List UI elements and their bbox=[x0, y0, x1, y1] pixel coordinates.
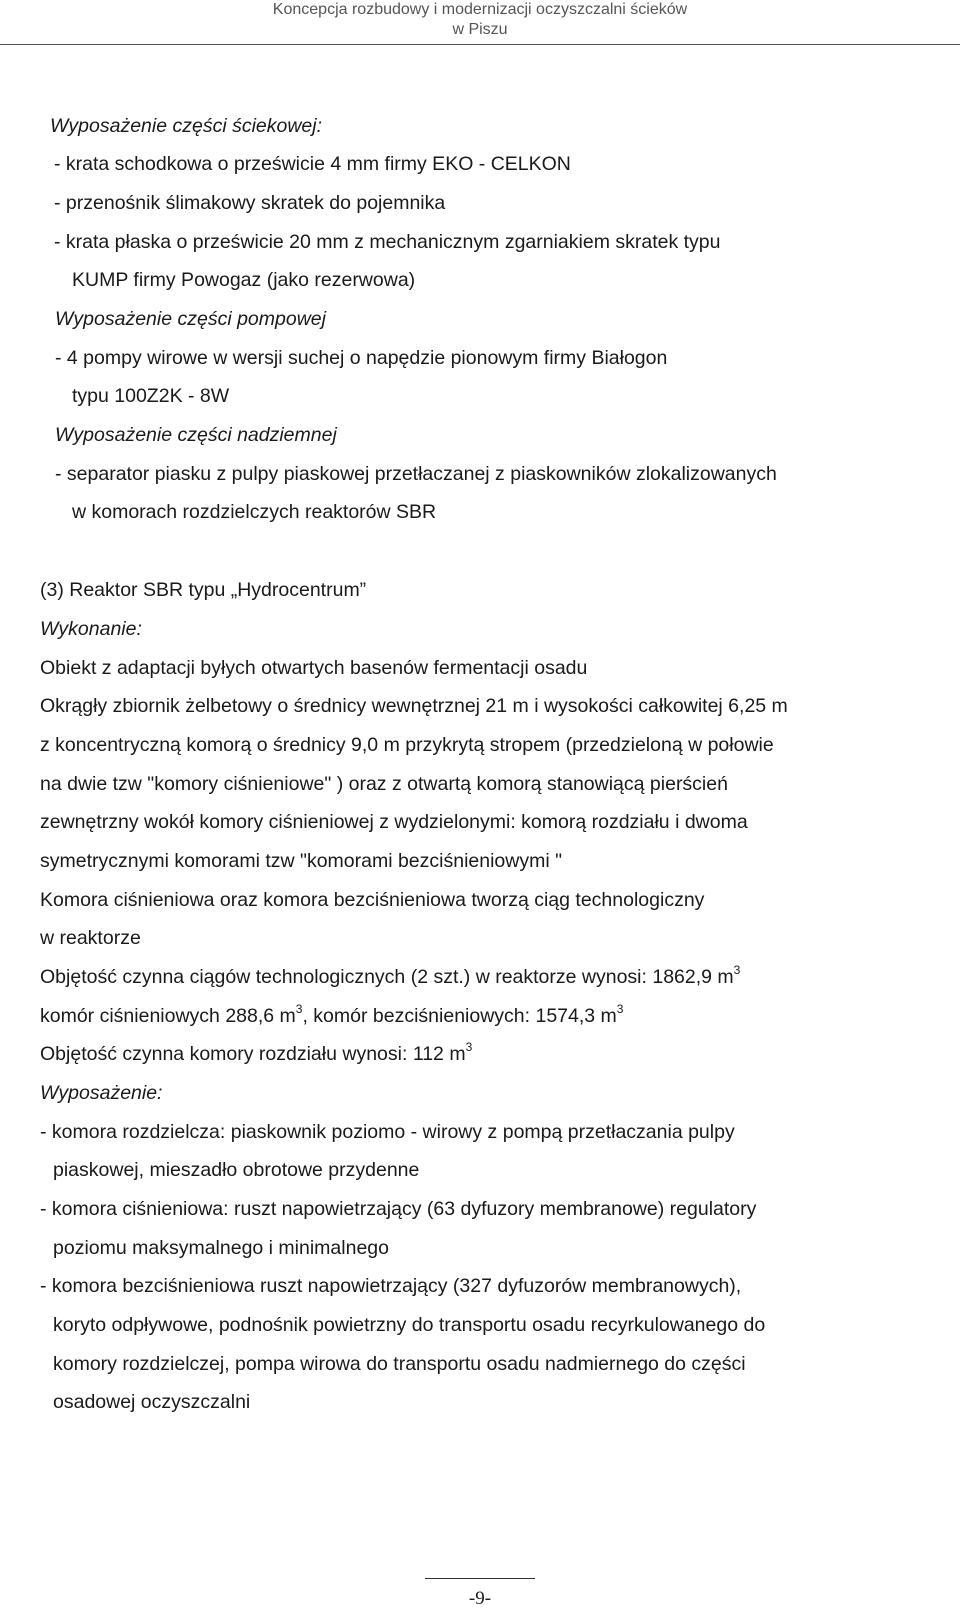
sewage-equipment-heading: Wyposażenie części ściekowej: bbox=[50, 115, 323, 137]
paragraph-line: Okrągły zbiornik żelbetowy o średnicy wewnętrznej 21 m i wysokości całkowitej 6,25 m bbox=[40, 695, 788, 717]
superscript: 3 bbox=[616, 1002, 624, 1016]
paragraph-line: zewnętrzny wokół komory ciśnieniowej z wydzielonymi: komorą rozdziału i dwoma bbox=[40, 811, 748, 833]
list-item: - komora bezciśnieniowa ruszt napowietrzający (327 dyfuzorów membranowych), bbox=[40, 1275, 742, 1297]
page-header bbox=[0, 0, 960, 46]
list-item: KUMP firmy Powogaz (jako rezerwowa) bbox=[72, 269, 416, 291]
list-item: typu 100Z2K - 8W bbox=[72, 385, 230, 407]
volume-line-chambers bbox=[40, 1004, 623, 1028]
list-item: - krata schodkowa o prześwicie 4 mm firmy EKO - CELKON bbox=[54, 153, 571, 175]
reactor-equipment-heading: Wyposażenie: bbox=[40, 1082, 163, 1104]
list-item: koryto odpływowe, podnośnik powietrzny do transportu osadu recyrkulowanego do bbox=[53, 1314, 766, 1336]
paragraph-line: symetrycznymi komorami tzw "komorami bezciśnieniowymi " bbox=[40, 850, 563, 872]
list-item: - separator piasku z pulpy piaskowej przetłaczanej z piaskowników zlokalizowanych bbox=[55, 463, 777, 485]
volume-line-total bbox=[40, 965, 740, 989]
header-title-line2: w Piszu bbox=[452, 21, 508, 38]
volume-text: Objętość czynna ciągów technologicznych (2 szt.) w reaktorze wynosi: 1862,9 m bbox=[40, 966, 734, 988]
list-item: - komora ciśnieniowa: ruszt napowietrzający (63 dyfuzory membranowe) regulatory bbox=[40, 1198, 757, 1220]
execution-heading: Wykonanie: bbox=[40, 618, 142, 640]
header-divider bbox=[0, 44, 960, 45]
list-item: poziomu maksymalnego i minimalnego bbox=[53, 1237, 389, 1259]
list-item: w komorach rozdzielczych reaktorów SBR bbox=[72, 501, 437, 523]
volume-line-distribution bbox=[40, 1042, 472, 1066]
list-item: - 4 pompy wirowe w wersji suchej o napędzie pionowym firmy Białogon bbox=[55, 347, 668, 369]
header-title-line1: Koncepcja rozbudowy i modernizacji oczyszczalni ścieków bbox=[272, 1, 688, 18]
superscript: 3 bbox=[465, 1040, 473, 1054]
volume-text: komór ciśnieniowych 288,6 m bbox=[40, 1005, 296, 1027]
superscript: 3 bbox=[295, 1002, 303, 1016]
list-item: piaskowej, mieszadło obrotowe przydenne bbox=[53, 1159, 420, 1181]
footer-divider bbox=[425, 1578, 535, 1579]
paragraph-line: z koncentryczną komorą o średnicy 9,0 m przykrytą stropem (przedzieloną w połowie bbox=[40, 734, 774, 756]
volume-text: Objętość czynna komory rozdziału wynosi: 112 m bbox=[40, 1043, 466, 1065]
list-item: osadowej oczyszczalni bbox=[53, 1391, 251, 1413]
list-item: - krata płaska o prześwicie 20 mm z mechanicznym zgarniakiem skratek typu bbox=[54, 231, 721, 253]
list-item: - przenośnik ślimakowy skratek do pojemnika bbox=[54, 192, 446, 214]
superscript: 3 bbox=[733, 963, 741, 977]
list-item: komory rozdzielczej, pompa wirowa do transportu osadu nadmiernego do części bbox=[53, 1353, 746, 1375]
reactor-section-title: (3) Reaktor SBR typu „Hydrocentrum” bbox=[40, 579, 367, 601]
volume-text: , komór bezciśnieniowych: 1574,3 m bbox=[302, 1005, 617, 1027]
list-item: - komora rozdzielcza: piaskownik poziomo - wirowy z pompą przetłaczania pulpy bbox=[40, 1121, 735, 1143]
above-ground-equipment-heading: Wyposażenie części nadziemnej bbox=[55, 424, 337, 446]
paragraph-line: Obiekt z adaptacji byłych otwartych basenów fermentacji osadu bbox=[40, 657, 588, 679]
pump-equipment-heading: Wyposażenie części pompowej bbox=[55, 308, 326, 330]
paragraph-line: w reaktorze bbox=[40, 927, 141, 949]
paragraph-line: na dwie tzw "komory ciśnieniowe" ) oraz z otwartą komorą stanowiącą pierścień bbox=[40, 773, 728, 795]
page-number: -9- bbox=[468, 1588, 492, 1609]
paragraph-line: Komora ciśnieniowa oraz komora bezciśnieniowa tworzą ciąg technologiczny bbox=[40, 889, 705, 911]
